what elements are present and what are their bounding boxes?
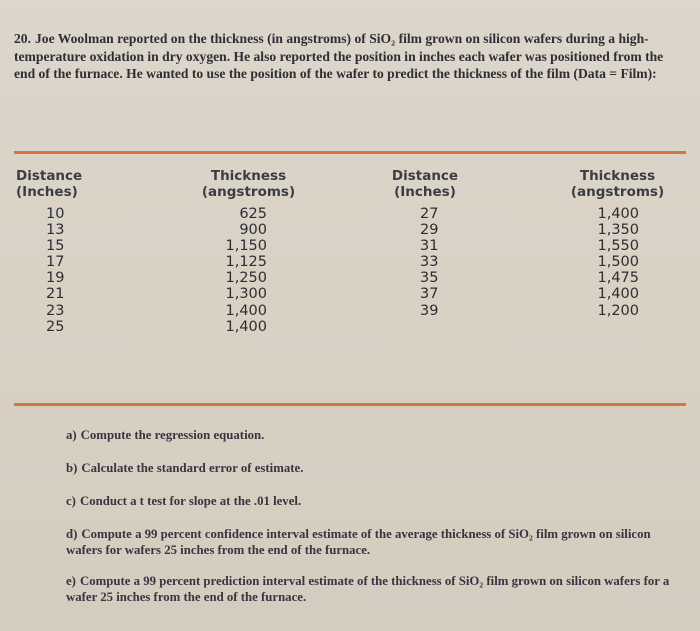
table-cell: 33 xyxy=(420,254,439,271)
column-header: Distance (Inches) xyxy=(16,168,83,200)
column-values xyxy=(186,206,311,335)
table-cell: 1,350 xyxy=(597,222,639,239)
question-label: b) xyxy=(66,461,78,475)
question-label: e) xyxy=(66,574,76,588)
table-cell: 27 xyxy=(420,206,439,222)
column-header: Thickness (angstroms) xyxy=(570,168,665,200)
question-item xyxy=(66,574,676,605)
table-cell: 17 xyxy=(46,254,65,271)
table-cell: 39 xyxy=(420,302,439,319)
table-cell: 25 xyxy=(46,318,65,335)
question-item xyxy=(66,428,676,444)
column-header: Distance (Inches) xyxy=(391,168,459,200)
table-cell: 10 xyxy=(46,206,65,222)
question-item xyxy=(66,527,676,558)
table-cell: 1,150 xyxy=(225,238,267,255)
left-thickness-column xyxy=(186,168,311,335)
problem-text: Joe Woolman reported on the thickness (in angstroms) of SiO₂ film grown on silicon wafers during a high-temperature oxidation in dry oxygen. He also reported the position in inches each wafer was positioned from the end of the furnace. He wanted to use the position of the wafer to predict the thickness of the film (Data = Film): xyxy=(14,31,664,81)
table-cell: 23 xyxy=(46,302,65,319)
question-label: d) xyxy=(66,527,78,541)
question-text: Compute a 99 percent confidence interval estimate of the average thickness of SiO₂ film grown on silicon wafers for wafers 25 inches from the end of the furnace. xyxy=(66,527,651,557)
problem-number: 20. xyxy=(14,31,31,46)
question-text: Calculate the standard error of estimate. xyxy=(81,461,304,475)
question-label: c) xyxy=(66,494,76,508)
table-cell: 1,400 xyxy=(597,286,639,303)
question-text: Compute the regression equation. xyxy=(80,428,265,442)
table-cell: 1,400 xyxy=(597,206,639,222)
left-distance-column xyxy=(16,168,106,335)
column-values xyxy=(380,206,470,319)
table-top-rule xyxy=(14,151,686,154)
table-cell: 1,125 xyxy=(225,254,267,271)
question-text: Conduct a t test for slope at the .01 level. xyxy=(79,494,302,508)
right-thickness-column xyxy=(555,168,680,319)
question-text: Compute a 99 percent prediction interval estimate of the thickness of SiO₂ film grown on silicon wafers for a wafer 25 inches from the end of the furnace. xyxy=(66,574,670,604)
table-cell: 1,550 xyxy=(597,238,639,255)
table-cell: 13 xyxy=(46,222,65,239)
table-cell: 1,475 xyxy=(597,270,639,287)
question-item xyxy=(66,494,676,510)
table-cell: 15 xyxy=(46,238,65,255)
column-header: Thickness (angstroms) xyxy=(201,168,296,200)
table-cell: 37 xyxy=(420,286,439,303)
table-cell: 625 xyxy=(239,206,267,222)
table-cell: 1,250 xyxy=(225,270,267,287)
column-values xyxy=(16,206,106,335)
table-cell: 1,400 xyxy=(225,318,267,335)
table-bottom-rule xyxy=(14,403,686,406)
problem-statement xyxy=(14,30,686,83)
table-cell: 19 xyxy=(46,270,65,287)
question-item xyxy=(66,461,676,477)
question-label: a) xyxy=(66,428,77,442)
table-cell: 35 xyxy=(420,270,439,287)
table-cell: 21 xyxy=(46,286,65,303)
table-cell: 1,300 xyxy=(225,286,267,303)
table-cell: 1,500 xyxy=(597,254,639,271)
table-cell: 1,200 xyxy=(597,302,639,319)
table-cell: 1,400 xyxy=(225,302,267,319)
table-cell: 31 xyxy=(420,238,439,255)
column-values xyxy=(555,206,680,319)
right-distance-column xyxy=(380,168,470,319)
table-cell: 900 xyxy=(239,222,267,239)
table-cell: 29 xyxy=(420,222,439,239)
